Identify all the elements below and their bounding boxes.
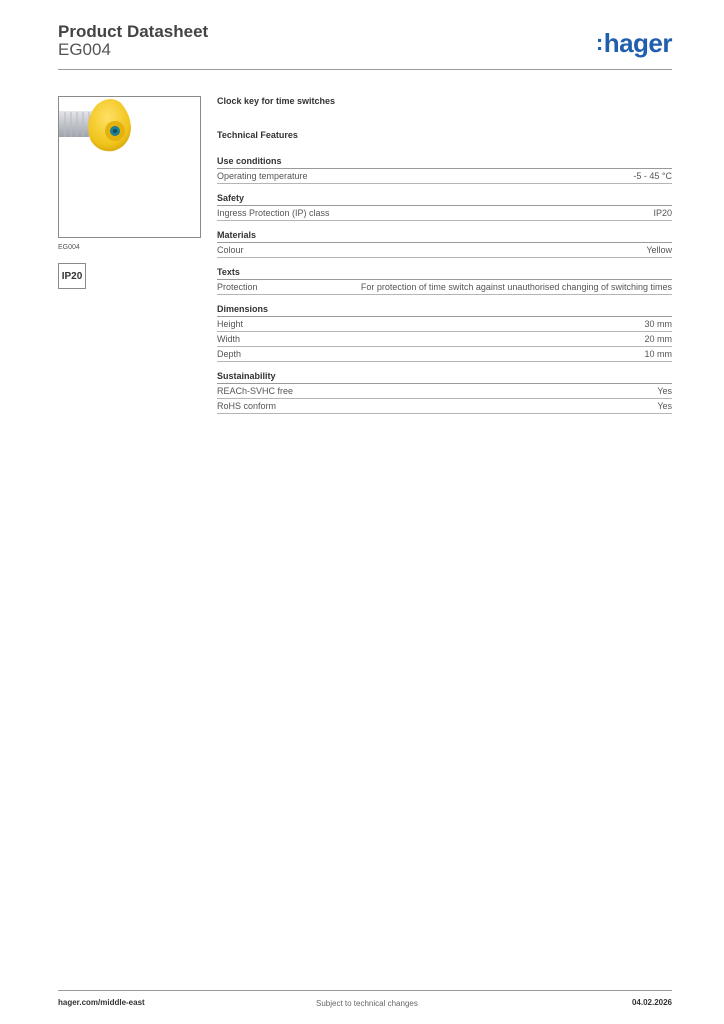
section-title: Use conditions xyxy=(217,156,672,169)
spec-row xyxy=(217,399,672,414)
spec-label: Width xyxy=(217,334,241,344)
spec-value: Yes xyxy=(657,401,672,411)
section-use-conditions xyxy=(217,156,672,184)
clock-key-illustration xyxy=(59,97,201,238)
spec-label: RoHS conform xyxy=(217,401,277,411)
spec-label: Ingress Protection (IP) class xyxy=(217,208,330,218)
product-image xyxy=(58,96,201,238)
section-title: Safety xyxy=(217,193,672,206)
section-title: Dimensions xyxy=(217,304,672,317)
section-safety xyxy=(217,193,672,221)
document-title: Product Datasheet xyxy=(58,22,209,41)
spec-row xyxy=(217,332,672,347)
spec-row xyxy=(217,280,672,295)
section-title: Materials xyxy=(217,230,672,243)
spec-value: Yes xyxy=(657,386,672,396)
footer-website-link[interactable]: hager.com/middle-east xyxy=(58,998,145,1007)
page-header xyxy=(58,20,672,70)
spec-label: Operating temperature xyxy=(217,171,308,181)
section-texts xyxy=(217,267,672,295)
spec-value: 20 mm xyxy=(644,334,672,344)
spec-label: REACh-SVHC free xyxy=(217,386,294,396)
ip-rating-badge: IP20 xyxy=(58,263,86,289)
spec-row xyxy=(217,384,672,399)
spec-label: Depth xyxy=(217,349,242,359)
footer-date: 04.02.2026 xyxy=(631,998,672,1007)
spec-label: Colour xyxy=(217,245,244,255)
spec-value: Yellow xyxy=(646,245,672,255)
spec-row xyxy=(217,243,672,258)
spec-value: 10 mm xyxy=(644,349,672,359)
section-dimensions xyxy=(217,304,672,362)
product-code: EG004 xyxy=(58,40,111,59)
spec-row xyxy=(217,347,672,362)
section-title: Sustainability xyxy=(217,371,672,384)
product-description: Clock key for time switches xyxy=(217,96,336,106)
section-sustainability xyxy=(217,371,672,414)
technical-content xyxy=(217,96,672,423)
footer-note: Subject to technical changes xyxy=(316,999,418,1008)
technical-features-title: Technical Features xyxy=(217,130,298,140)
image-caption: EG004 xyxy=(58,244,80,251)
spec-row xyxy=(217,169,672,184)
page-footer xyxy=(58,990,672,1007)
spec-row xyxy=(217,317,672,332)
spec-value: For protection of time switch against unauthorised changing of switching times xyxy=(360,282,672,292)
hager-logo: :hager xyxy=(595,28,672,58)
spec-row xyxy=(217,206,672,221)
spec-label: Height xyxy=(217,319,244,329)
spec-value: IP20 xyxy=(653,208,672,218)
spec-value: -5 - 45 °C xyxy=(633,171,672,181)
section-title: Texts xyxy=(217,267,672,280)
spec-value: 30 mm xyxy=(644,319,672,329)
spec-label: Protection xyxy=(217,282,258,292)
section-materials xyxy=(217,230,672,258)
logo-text: hager xyxy=(603,28,672,58)
